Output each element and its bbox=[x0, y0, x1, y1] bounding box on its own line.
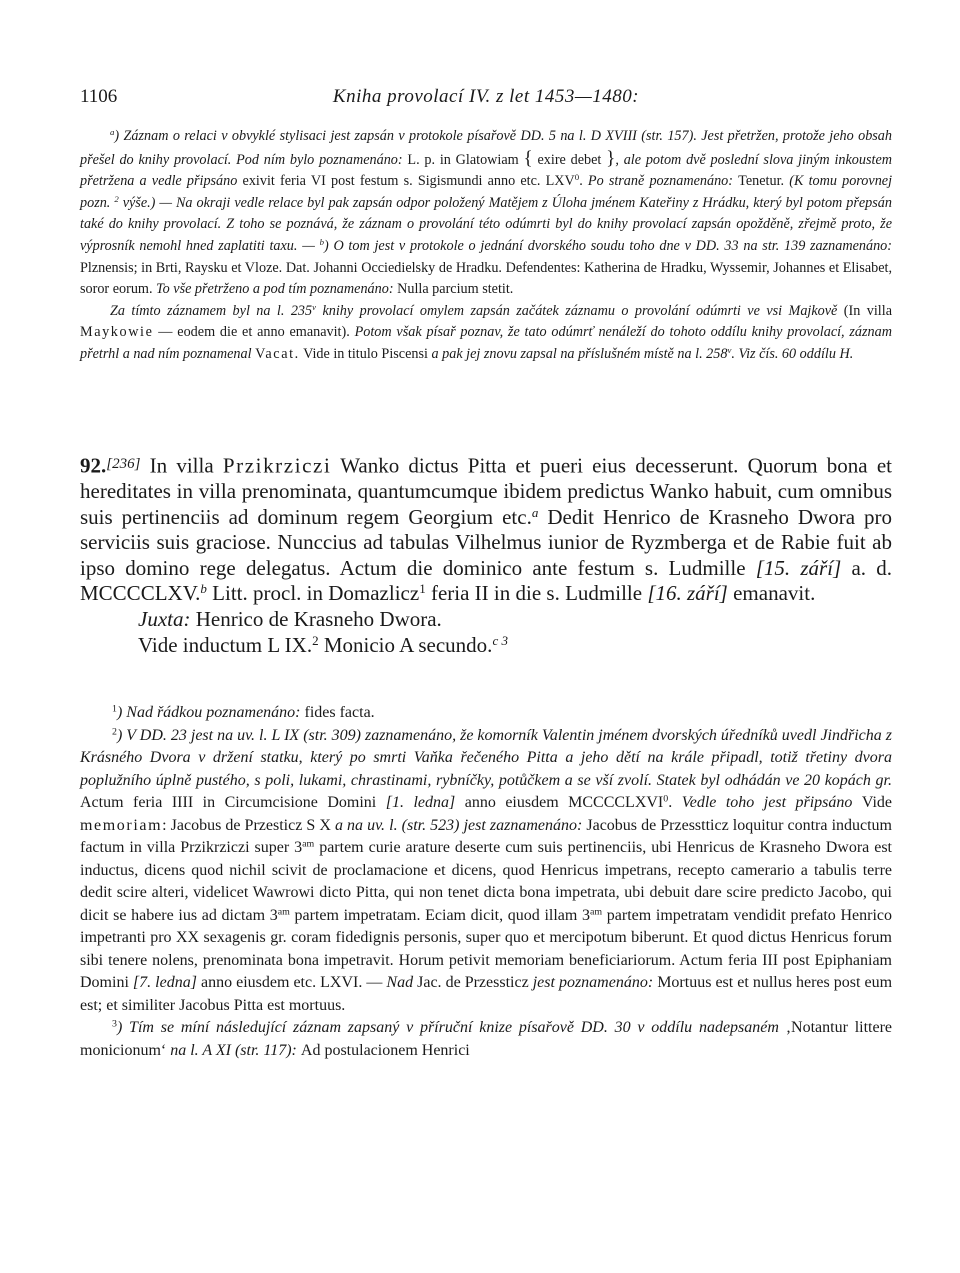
village-name: Przikrziczi bbox=[222, 453, 332, 478]
folio-ref: [236] bbox=[106, 456, 141, 472]
entry-number: 92. bbox=[80, 453, 107, 478]
note-a-paragraph-2: Za tímto záznamem byl na l. 235$^v$ knihy provolací omylem zapsán začátek záznamu o provolání odúmrti ve vsi Majkově (In villa Maykowie — eodem die et anno emanavit). Potom však písař poznav, že tato odúmrť nenáleží do tohoto oddílu knihy provolací, záznam přetrhl a nad ním poznamenal Vacat. Vide in titulo Piscensi a pak jej znovu zapsal na příslušném místě na l. 258$^v$. Viz čís. 60 oddílu H. bbox=[80, 301, 892, 362]
entry-body: 92.[236] In villa Przikrziczi Wanko dictus Pitta et pueri eius decesserunt. Quorum bona et hereditates in villa prenominata, quantumcumque ibidem predictus Wanko habuit, cum omnibus suis pertinenciis ad dominum regem Georgium etc.$^a$ Dedit Henrico de Krasneho Dwora pro serviciis suis graciose. Nunccius ad tabulas Vilhelmus iunior de Ryzmberga et de Rabie fuit ab ipso domino rege delegatus. Actum die dominico ante festum s. Ludmille [15. září] a. d. MCCCCLXV.$^b$ Litt. procl. in Domazlicz$^1$ feria II in die s. Ludmille [16. září] emanavit. bbox=[80, 453, 892, 606]
footnotes bbox=[80, 702, 892, 1062]
footnote-2: $^2$) V DD. 23 jest na uv. l. L IX (str. 309) zaznamenáno, že komorník Valentin jménem dvorských úředníků uvedl Jindřicha z Krásného Dvora v držení statku, který po smrti Vaňka řečeného Pitta a jeho dětí na krále připadl, totiž třetiny dvora poplužního úplně pustého, s poli, lukami, chrastinami, rybníčky, potůčkem a se vší zvolí. Statek byl odhádán ve 20 kopách gr. Actum feria IIII in Circumcisione Domini [1. ledna] anno eiusdem MCCCCLXVI$^0$. Vedle toho jest připsáno Vide memoriam: Jacobus de Przesticz S X a na uv. l. (str. 523) jest zaznamenáno: Jacobus de Przesstticz loquitur contra inductum factum in villa Przikrziczi super $3^{am}$ partem curie arature deserte cum suis pertinenciis, ubi Henricus de Krasneho Dwora est inductus, dicens quod nichil scivit de proclamacione et dicens, quod Henricus impetrans, recepto camerario a tabulis terre dedit scire alteri, videlicet Wawrowi dicto Pitta, qui non tenet dicta bona impetrata, ubi debuit dare scire predicto Jacobo, qui dicit se habere ius ad dictam $3^{am}$ partem impetratam. Eciam dicit, quod illam $3^{am}$ partem impetratam vendidit prefato Henrico impetranti pro XX sexagenis gr. coram fidedignis personis, super quo et mercipotum biberunt. Et quod dictus Henricus forum sibi tenere nolens, prenominata bona impetravit. Horum petivit memoriam beneficiariorum. Actum feria III post Epiphaniam Domini [7. ledna] anno eiusdem etc. LXVI. — Nad Jac. de Przessticz jest poznamenáno: Mortuus est et nullus heres post eum est; et similiter Jacobus Pitta est mortuus. bbox=[80, 726, 893, 1014]
footnote-3: $^3$) Tím se míní následující záznam zapsaný v příruční knize písařově DD. 30 v oddílu nadepsaném ‚Notantur littere monicionum‘ na l. A XI (str. 117): Ad postulacionem Henrici bbox=[80, 1018, 893, 1059]
entry-vide: Vide inductum L IX.$^2$ Monicio A secundo.$^{c 3}$ bbox=[138, 632, 508, 657]
left-brace-icon: { bbox=[523, 147, 533, 169]
note-a-paragraph-1: $^a$) Záznam o relaci v obvyklé stylisaci jest zapsán v protokole písařově DD. 5 na l. D XVIII (str. 157). Jest přetržen, protože jeho obsah přešel do knihy provolací. Pod ním bylo poznamenáno: L. p. in Glatowiam { exire debet }, ale potom dvě poslední slova jiným inkoustem přetržena a vedle připsáno exivit feria VI post festum s. Sigismundi anno etc. LXV$^0$. Po straně poznamenáno: Tenetur. (K tomu porovnej pozn. $^2$ výše.) — Na okraji vedle relace byl pak zapsán odpor položený Matějem z Úloha jménem Kateřiny z Hrádku, který byl potom přepsán také do knihy provolací. Z toho se poznává, že záznam o provolání této odúmrti byl do knihy provolací zapsán opožděně, zřejmě proto, že výprosník nemohl hned zaplatiti taxu. — $^b$) O tom jest v protokole o jednání dvorského soudu toho dne v DD. 33 na str. 139 zaznamenáno: Plznensis; in Brti, Raysku et Vloze. Dat. Johanni Occiedielsky de Hradku. Defendentes: Katherina de Hradku, Wyssemir, Johannes et Elisabet, soror eorum. To vše přetrženo a pod tím poznamenáno: Nulla parcium stetit. bbox=[80, 127, 893, 298]
note-a bbox=[80, 126, 892, 366]
page-number: 1106 bbox=[80, 86, 118, 107]
footnote-1: $^1$) Nad řádkou poznamenáno: fides facta. bbox=[112, 703, 375, 721]
entry-92 bbox=[80, 452, 892, 658]
running-title: Kniha provolací IV. z let 1453—1480: bbox=[332, 86, 640, 107]
entry-juxta: Juxta: Henrico de Krasneho Dwora. bbox=[138, 607, 442, 632]
page-header bbox=[80, 86, 892, 116]
right-brace-icon: } bbox=[606, 147, 616, 169]
